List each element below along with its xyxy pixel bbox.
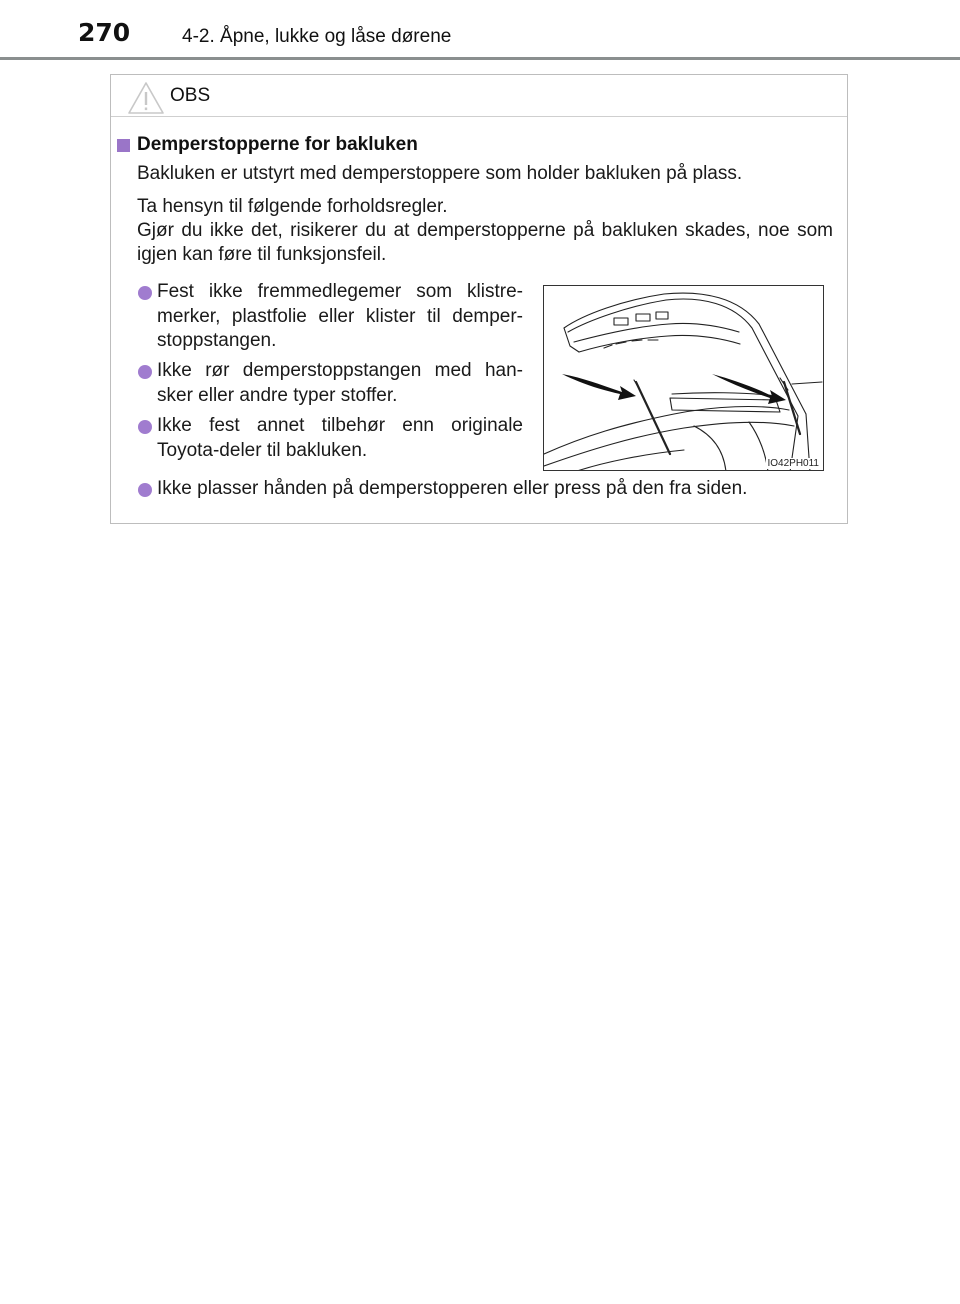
warning-triangle-icon — [127, 81, 165, 115]
precautions-line: Ta hensyn til følgende forholdsregler. — [137, 196, 448, 217]
bullet-line: Toyota-deler til bakluken. — [157, 439, 368, 461]
caution-box — [110, 74, 848, 524]
square-bullet-icon — [117, 139, 130, 152]
header-divider — [0, 57, 960, 60]
page-number: 270 — [78, 18, 131, 47]
bullet-line: merker, plastfolie eller klister til demper- — [157, 305, 523, 327]
round-bullet-icon — [138, 483, 152, 497]
round-bullet-icon — [138, 365, 152, 379]
bullet-line: Ikke fest annet tilbehør enn originale — [157, 415, 523, 436]
page-header — [0, 0, 960, 62]
caution-label: OBS — [170, 85, 211, 106]
precautions-warning: Gjør du ikke det, risikerer du at demperstopperne på bakluken skades, noe som igjen kan føre til funksjonsfeil. — [137, 220, 833, 265]
last-bullet-text: Ikke plasser hånden på demperstopperen eller press på den fra siden. — [157, 478, 748, 499]
bullet-line: Ikke rør demperstoppstangen med han- — [157, 360, 523, 381]
precautions-paragraph — [137, 195, 833, 267]
bullet-line: sker eller andre typer stoffer. — [157, 384, 398, 406]
round-bullet-icon — [138, 420, 152, 434]
bullet-line: Fest ikke fremmedlegemer som klistre- — [157, 281, 523, 302]
bullet-item — [157, 359, 523, 408]
bullet-line: stoppstangen. — [157, 330, 277, 351]
round-bullet-icon — [138, 286, 152, 300]
liftgate-drawing — [544, 286, 824, 471]
caution-subheading: Demperstopperne for bakluken — [137, 134, 418, 155]
back-door-illustration — [543, 285, 824, 471]
bullet-item — [157, 414, 523, 463]
intro-paragraph: Bakluken er utstyrt med demperstoppere som holder bakluken på plass. — [137, 163, 743, 184]
caution-header — [111, 75, 847, 117]
bullet-item — [157, 280, 523, 354]
section-title: 4-2. Åpne, lukke og låse dørene — [182, 26, 452, 47]
figure-code: IO42PH011 — [767, 458, 819, 469]
